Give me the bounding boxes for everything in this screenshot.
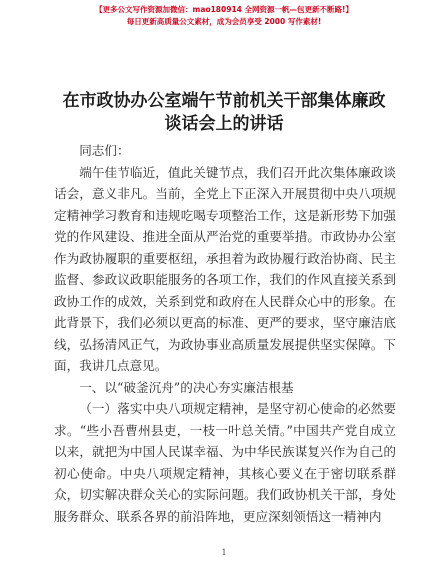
document-title: 在市政协办公室端午节前机关干部集体廉政谈话会上的讲话 <box>62 91 386 134</box>
section-heading-1: 一、以“破釜沉舟”的决心夯实廉洁根基 <box>79 379 294 395</box>
page-number: 1 <box>221 548 227 557</box>
paragraph-intro: 端午佳节临近，值此关键节点，我们召开此次集体廉政谈话会，意义非凡。当前，全党上下正深入开展贯彻中央八项规定精神学习教育和违规吃喝专项整治工作，这是新形势下加强党的作风建设、推进全面从严治党的重要举措。市政协办公室作为政协履职的重要枢纽，承担着为政协履行政治协商、民主监督、参政议政职能服务的各项工作，我们的作风直接关系到政协工作的成效，关系到党和政府在人民群众心中的形象。在此背景下，我们必须以更高的标准、更严的要求，坚守廉洁底线，弘扬清风正气，为政协事业高质量发展提供坚实保障。下面，我讲几点意见。 <box>54 164 396 373</box>
document-body <box>54 140 396 527</box>
promo-banner <box>0 4 448 28</box>
promo-banner-line-2: 每日更新高质量公文素材，成为会员享受 2000 写作素材! <box>126 17 322 26</box>
promo-banner-line-1: 【更多公文写作资源加微信：mao180914 全网资源一帆—包更新不断路!】 <box>95 5 353 14</box>
salutation: 同志们： <box>79 143 130 158</box>
paragraph-section-1-1: （一）落实中央八项规定精神，是坚守初心使命的必然要求。“些小吾曹州县吏，一枝一叶总关情。”中国共产党自成立以来，就把为中国人民谋幸福、为中华民族谋复兴作为自己的初心使命。中央八项规定精神，其核心要义在于密切联系群众，切实解决群众关心的实际问题。我们政协机关干部，身处服务群众、联系各界的前沿阵地，更应深刻领悟这一精神内 <box>54 401 396 524</box>
